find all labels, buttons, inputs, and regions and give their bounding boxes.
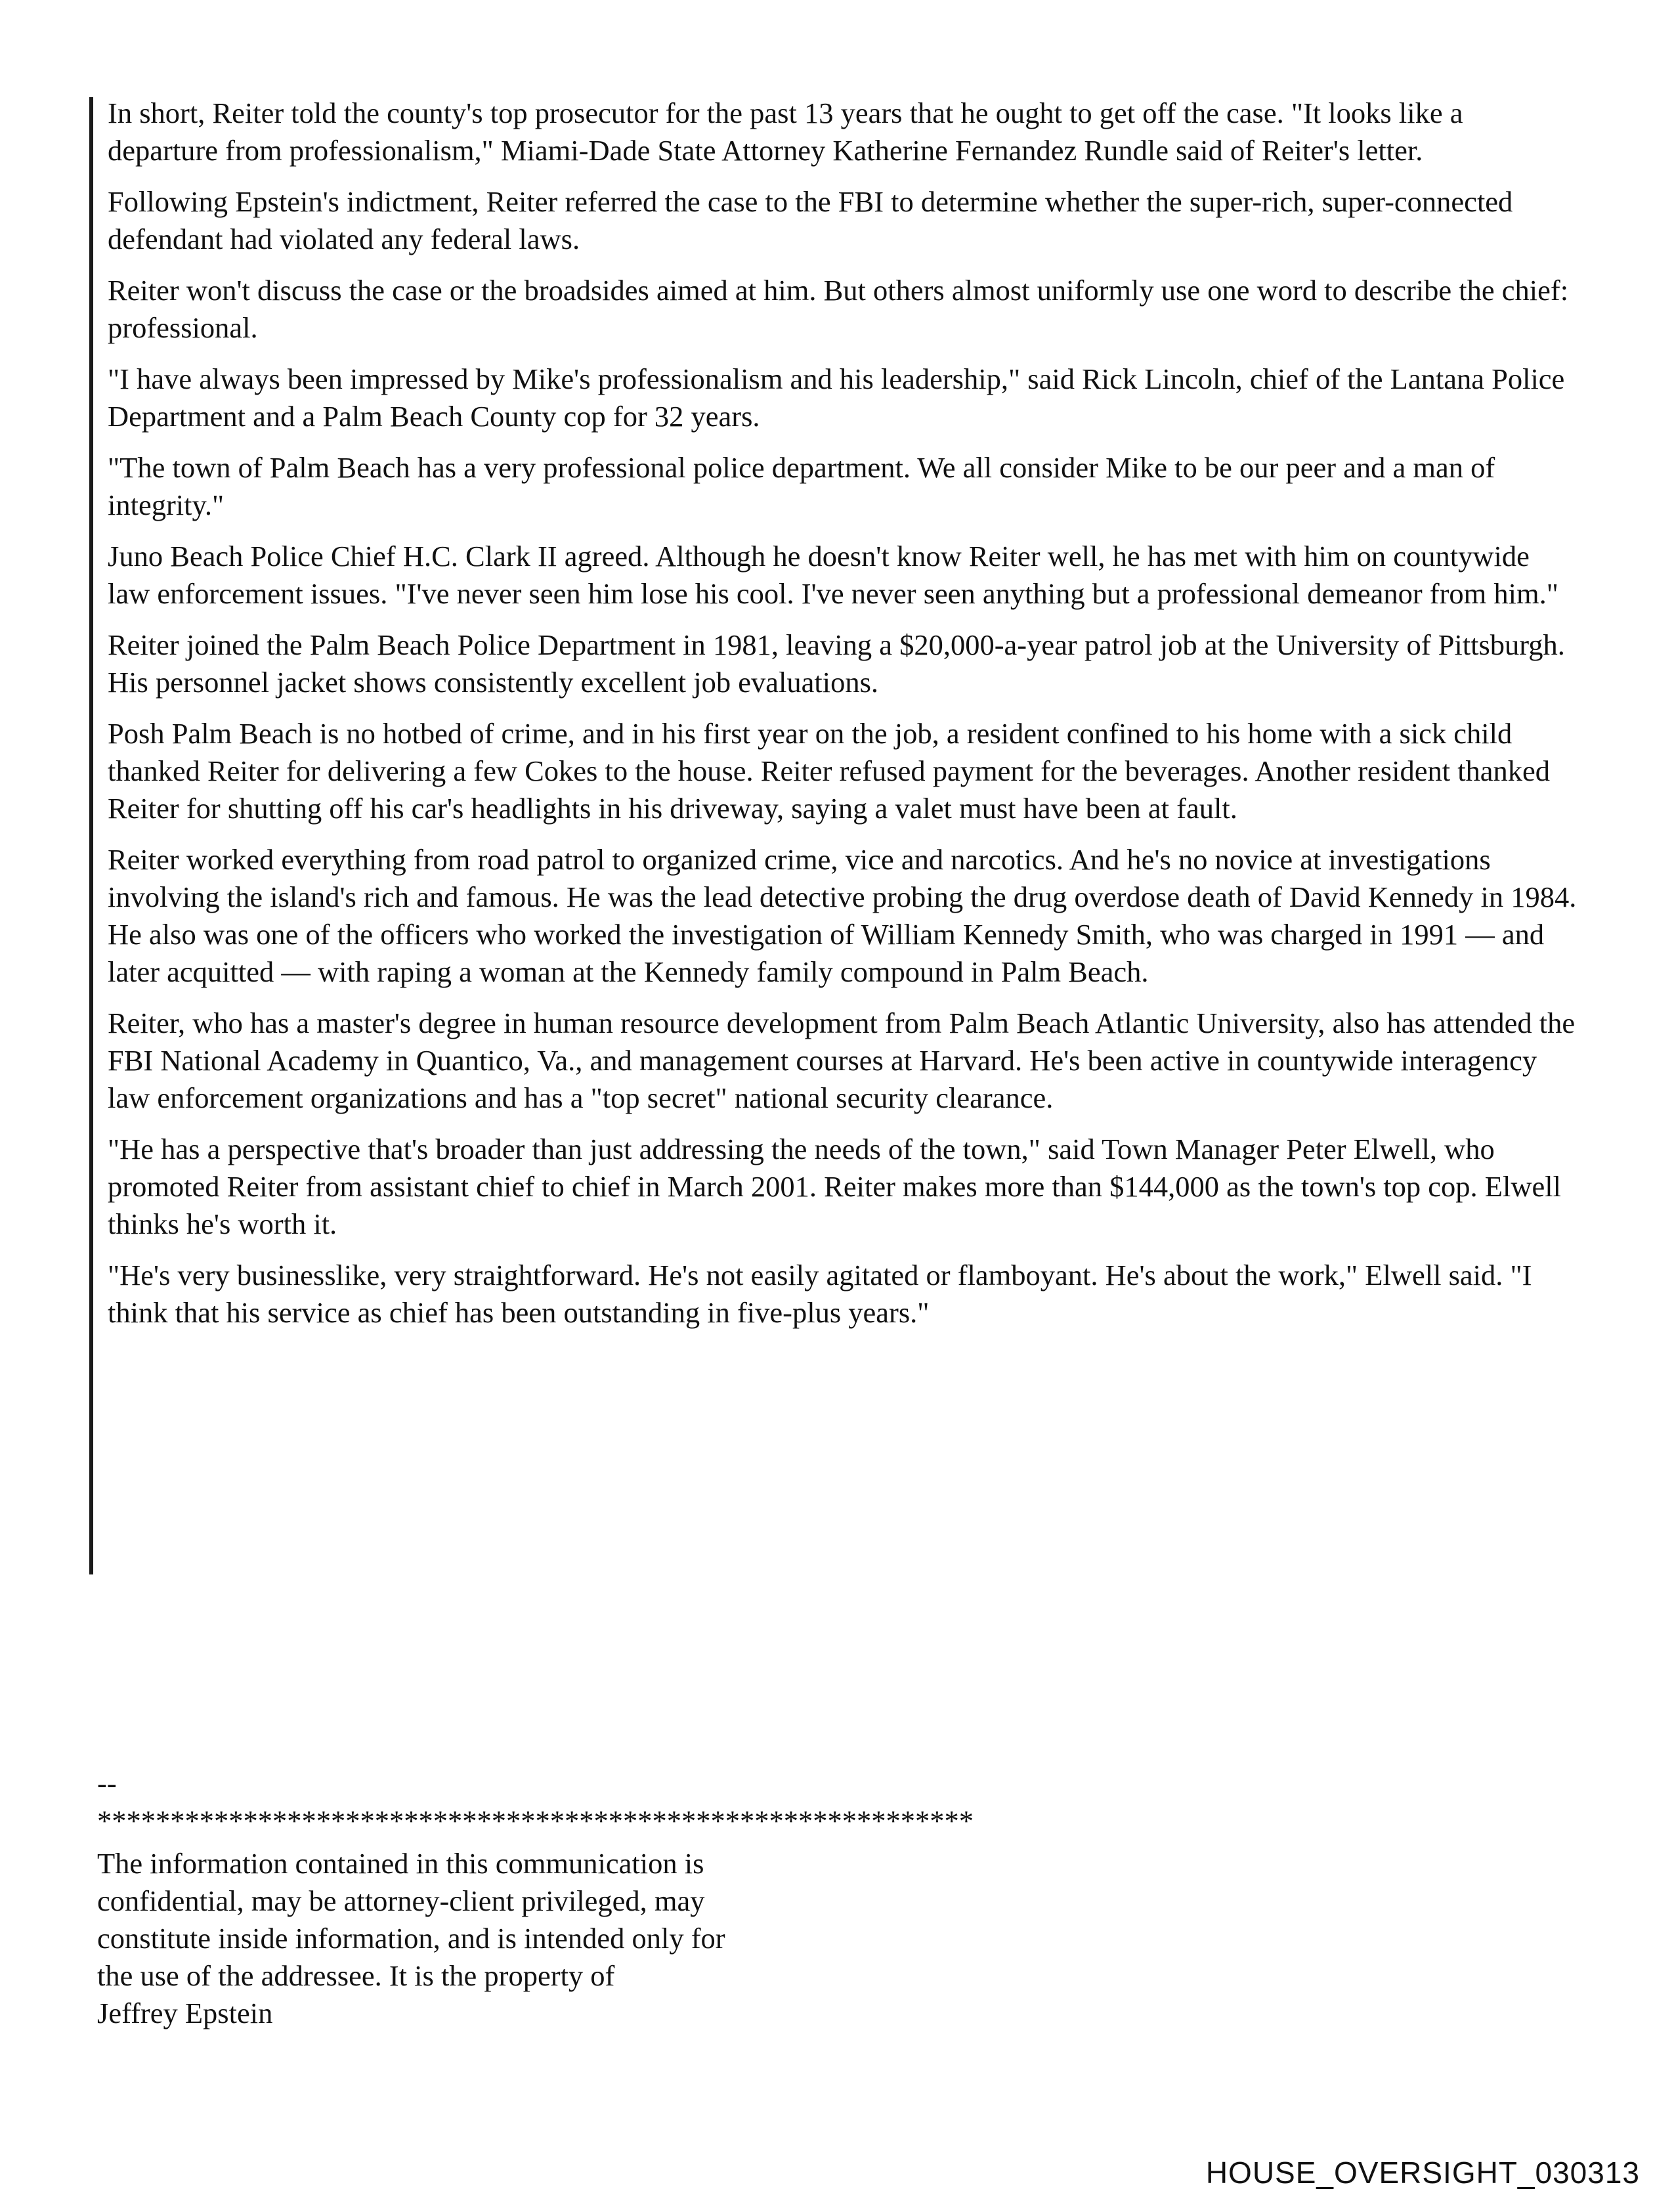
notice-line: the use of the addressee. It is the property of <box>97 1959 615 1992</box>
email-footer <box>97 1765 1082 2032</box>
notice-line: Jeffrey Epstein <box>97 1997 273 2029</box>
quote-bar <box>89 97 93 1574</box>
article-paragraph: Reiter joined the Palm Beach Police Department in 1981, leaving a $20,000-a-year patrol job at the University of Pittsburgh. His personnel jacket shows consistently excellent job evaluations. <box>108 628 1565 699</box>
article-paragraph: Posh Palm Beach is no hotbed of crime, and in his first year on the job, a resident confined to his home with a sick child thanked Reiter for delivering a few Cokes to the house. Reiter refused payment for the beverages. Another resident thanked Reiter for shutting off his car's headlights in his driveway, saying a valet must have been at fault. <box>108 717 1551 825</box>
article-paragraph: Following Epstein's indictment, Reiter referred the case to the FBI to determine whether the super-rich, super-connected defendant had violated any federal laws. <box>108 185 1513 255</box>
asterisk-separator: ************************************************************ <box>97 1804 974 1837</box>
article-paragraph: Juno Beach Police Chief H.C. Clark II agreed. Although he doesn't know Reiter well, he has met with him on countywide law enforcement issues. "I've never seen him lose his cool. I've never seen anything but a professional demeanor from him." <box>108 540 1558 610</box>
article-paragraph: "I have always been impressed by Mike's professionalism and his leadership," said Rick Lincoln, chief of the Lantana Police Department and a Palm Beach County cop for 32 years. <box>108 362 1565 433</box>
bates-number: HOUSE_OVERSIGHT_030313 <box>1205 2156 1640 2190</box>
confidentiality-notice <box>97 1845 1082 2032</box>
notice-line: constitute inside information, and is intended only for <box>97 1922 725 1955</box>
article-paragraph: In short, Reiter told the county's top prosecutor for the past 13 years that he ought to get off the case. "It looks like a departure from professionalism," Miami-Dade State Attorney Katherine Fernandez Rundle said of Reiter's letter. <box>108 97 1463 167</box>
article-paragraph: Reiter, who has a master's degree in human resource development from Palm Beach Atlantic University, also has attended the FBI National Academy in Quantico, Va., and management courses at Harvard. He's been active in countywide interagency law enforcement organizations and has a "top secret" national security clearance. <box>108 1007 1576 1114</box>
notice-line: confidential, may be attorney-client privileged, may <box>97 1884 705 1917</box>
article-paragraph: Reiter won't discuss the case or the broadsides aimed at him. But others almost uniformly use one word to describe the chief: professional. <box>108 274 1569 344</box>
article-paragraph: "He's very businesslike, very straightforward. He's not easily agitated or flamboyant. He's about the work," Elwell said. "I think that his service as chief has been outstanding in five-plus years." <box>108 1259 1532 1329</box>
article-body <box>108 95 1578 1345</box>
article-paragraph: "The town of Palm Beach has a very professional police department. We all consider Mike to be our peer and a man of integrity." <box>108 451 1495 521</box>
signature-dash: -- <box>97 1767 117 1800</box>
article-paragraph: "He has a perspective that's broader than just addressing the needs of the town," said Town Manager Peter Elwell, who promoted Reiter from assistant chief to chief in March 2001. Reiter makes more than $144,000 as the town's top cop. Elwell thinks he's worth it. <box>108 1133 1561 1240</box>
article-paragraph: Reiter worked everything from road patrol to organized crime, vice and narcotics. And he's no novice at investigations involving the island's rich and famous. He was the lead detective probing the drug overdose death of David Kennedy in 1984. He also was one of the officers who worked the investigation of William Kennedy Smith, who was charged in 1991 — and later acquitted — with raping a woman at the Kennedy family compound in Palm Beach. <box>108 843 1577 988</box>
notice-line: The information contained in this communication is <box>97 1847 704 1880</box>
